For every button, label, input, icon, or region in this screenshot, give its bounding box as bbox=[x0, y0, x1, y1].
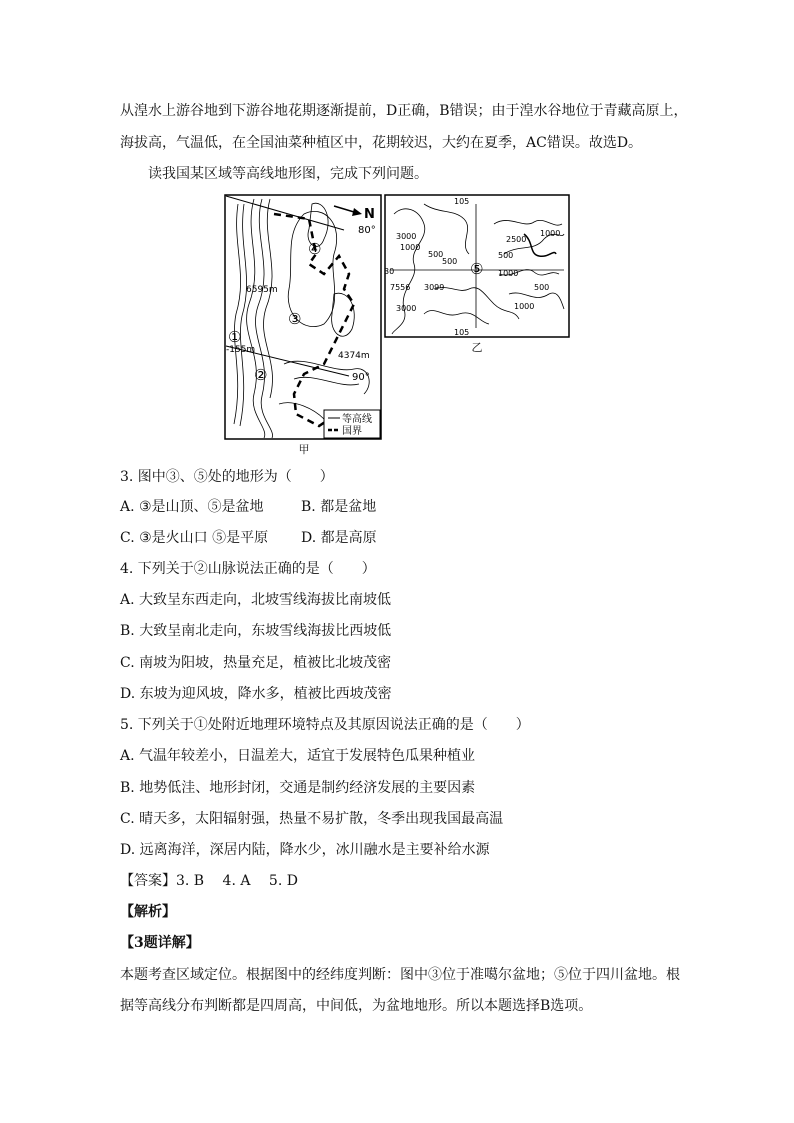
question-3-detail-heading: 【3题详解】 bbox=[120, 935, 200, 951]
analysis-heading: 【解析】 bbox=[120, 904, 176, 920]
longitude-top-label: 105 bbox=[454, 197, 470, 206]
figure-jia-caption: 甲 bbox=[298, 443, 310, 456]
question-3-option-d: D. 都是高原 bbox=[301, 530, 377, 546]
question-5-option-d: D. 远离海洋，深居内陆，降水少，冰川融水是主要补给水源 bbox=[120, 842, 490, 858]
elevation-4374-label: 4374m bbox=[338, 351, 370, 361]
contour-label: 500 bbox=[428, 250, 444, 259]
contour-label: 3099 bbox=[424, 283, 445, 292]
contour-label: 500 bbox=[498, 251, 514, 260]
question-3-option-a: A. ③是山顶、⑤是盆地 bbox=[120, 499, 264, 515]
question-5-option-c: C. 晴天多，太阳辐射强，热量不易扩散，冬季出现我国最高温 bbox=[120, 811, 504, 827]
question-4-option-d: D. 东坡为迎风坡，降水多，植被比西坡茂密 bbox=[120, 686, 392, 702]
explanation-line-1: 本题考查区域定位。根据图中的经纬度判断：图中③位于准噶尔盆地；⑤位于四川盆地。根 bbox=[120, 967, 680, 983]
contour-label: 1000 bbox=[498, 269, 519, 278]
answer-line: 【答案】3. B 4. A 5. D bbox=[120, 873, 298, 889]
passage-intro: 读我国某区域等高线地形图，完成下列问题。 bbox=[148, 166, 428, 182]
longitude-bottom-label: 105 bbox=[454, 328, 470, 337]
marker-1: ① bbox=[228, 328, 242, 346]
contour-label: 1000 bbox=[400, 243, 421, 252]
latitude-left-label: 30 bbox=[384, 267, 395, 276]
contour-label: 3000 bbox=[396, 232, 417, 241]
contour-label: 1000 bbox=[514, 302, 535, 311]
question-4-stem: 4. 下列关于②山脉说法正确的是（ ） bbox=[120, 561, 376, 577]
marker-2: ② bbox=[254, 366, 268, 384]
contour-label: 500 bbox=[534, 283, 550, 292]
contour-label: 2500 bbox=[506, 235, 527, 244]
passage-line-1: 从湟水上游谷地到下游谷地花期逐渐提前，D正确，B错误；由于湟水谷地位于青藏高原上， bbox=[120, 103, 688, 119]
question-3-option-c: C. ③是火山口 ⑤是平原 bbox=[120, 530, 269, 546]
question-3-option-b: B. 都是盆地 bbox=[301, 499, 377, 515]
contour-label: 7556 bbox=[390, 283, 411, 292]
figure-yi-caption: 乙 bbox=[471, 341, 483, 354]
explanation-line-2: 据等高线分布判断都是四周高，中间低，为盆地地形。所以本题选择B选项。 bbox=[120, 998, 593, 1014]
legend-border-label: 国界 bbox=[342, 426, 362, 437]
figure-yi-map bbox=[384, 194, 570, 338]
passage-line-2: 海拔高，气温低，在全国油菜种植区中，花期较迟，大约在夏季，AC错误。故选D。 bbox=[120, 135, 643, 151]
marker-3: ③ bbox=[288, 310, 302, 328]
contour-label: 3000 bbox=[396, 304, 417, 313]
contour-label: 1000 bbox=[540, 229, 561, 238]
legend-contour-label: 等高线 bbox=[342, 414, 372, 425]
elevation-neg155-label: -155m bbox=[226, 345, 256, 355]
question-4-option-b: B. 大致呈南北走向，东坡雪线海拔比西坡低 bbox=[120, 623, 392, 639]
question-5-stem: 5. 下列关于①处附近地理环境特点及其原因说法正确的是（ ） bbox=[120, 717, 530, 733]
question-4-option-a: A. 大致呈东西走向，北坡雪线海拔比南坡低 bbox=[120, 592, 392, 608]
question-5-option-b: B. 地势低洼、地形封闭，交通是制约经济发展的主要因素 bbox=[120, 780, 476, 796]
marker-4: ④ bbox=[308, 240, 322, 258]
question-3-stem: 3. 图中③、⑤处的地形为（ ） bbox=[120, 469, 334, 485]
marker-5: ⑤ bbox=[470, 260, 484, 278]
contour-label: 500 bbox=[442, 257, 458, 266]
north-label: N bbox=[364, 207, 375, 222]
elevation-6595-label: 6595m bbox=[246, 285, 278, 295]
question-4-option-c: C. 南坡为阳坡，热量充足，植被比北坡茂密 bbox=[120, 655, 392, 671]
latitude-80-label: 80° bbox=[358, 225, 376, 236]
latitude-90-label: 90° bbox=[352, 372, 370, 383]
figure-jia-map bbox=[224, 194, 382, 440]
question-5-option-a: A. 气温年较差小，日温差大，适宜于发展特色瓜果种植业 bbox=[120, 748, 476, 764]
